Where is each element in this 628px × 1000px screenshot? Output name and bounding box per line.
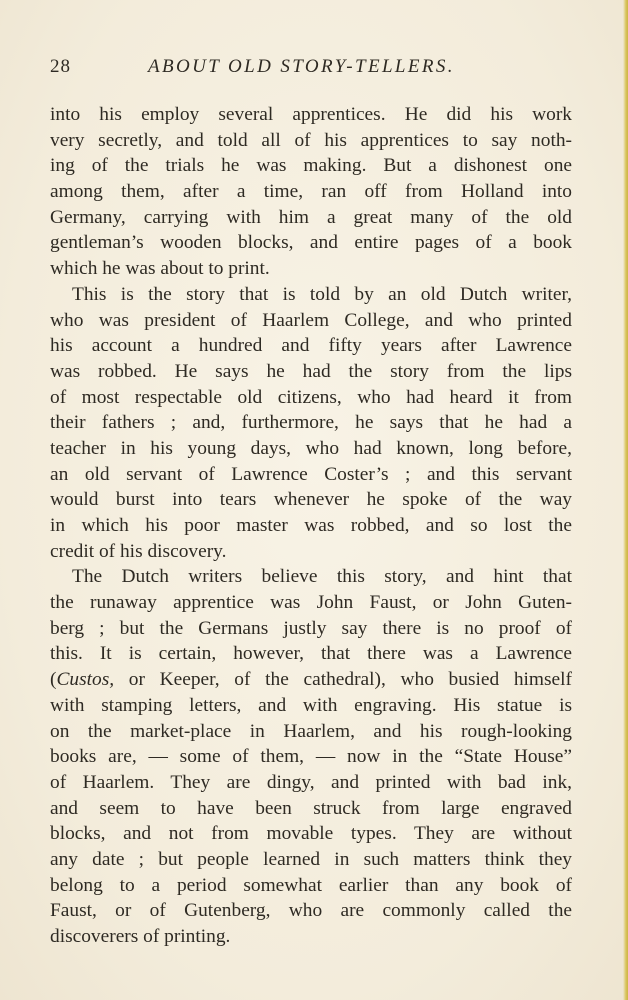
text-line: was robbed. He says he had the story from the lips [50, 360, 572, 382]
text-line: into his employ several apprentices. He did his work [50, 104, 572, 125]
text-line: on the market-place in Haarlem, and his rough-looking [50, 720, 572, 742]
text-line: any date ; but people learned in such matters think they [50, 848, 572, 870]
text-line: this. It is certain, however, that there was a Lawrence [50, 643, 572, 665]
text-line: discoverers of printing. [50, 926, 231, 947]
text-line: an old servant of Lawrence Coster’s ; and this servant [50, 463, 572, 485]
text-line: with stamping letters, and with engraving. His statue is [50, 694, 572, 716]
text-fragment: or Keeper, of the cathedral), who busied himself [114, 669, 572, 691]
page-header [50, 56, 575, 86]
text-line: teacher in his young days, who had known, long before, [50, 437, 572, 459]
text-line: The Dutch writers believe this story, and hint that [72, 566, 572, 588]
italic-word: Custos, [56, 669, 115, 691]
text-line: very secretly, and told all of his apprentices to say noth- [50, 129, 572, 151]
text-line: This is the story that is told by an old Dutch writer, [72, 283, 572, 305]
text-line: gentleman’s wooden blocks, and entire pages of a book [50, 232, 572, 254]
text-line-with-italic [50, 667, 572, 693]
text-line: which he was about to print. [50, 258, 270, 280]
text-line: in which his poor master was robbed, and so lost the [50, 515, 572, 536]
text-line: credit of his discovery. [50, 540, 227, 562]
body-text [50, 102, 572, 950]
page-number: 28 [50, 56, 71, 77]
text-line: and seem to have been struck from large engraved [50, 797, 572, 819]
text-line: ing of the trials he was making. But a dishonest one [50, 155, 572, 177]
text-line: of most respectable old citizens, who had heard it from [50, 386, 572, 408]
text-line: his account a hundred and fifty years after Lawrence [50, 335, 572, 357]
running-title: ABOUT OLD STORY-TELLERS. [148, 56, 455, 77]
text-line: books are, — some of them, — now in the “State House” [50, 746, 572, 768]
text-line: berg ; but the Germans justly say there is no proof of [50, 617, 572, 639]
text-line: among them, after a time, ran off from Holland into [50, 181, 572, 203]
text-line: Germany, carrying with him a great many of the old [50, 206, 572, 228]
text-line: who was president of Haarlem College, and who printed [50, 309, 572, 331]
text-line: blocks, and not from movable types. They are without [50, 823, 572, 845]
text-line: of Haarlem. They are dingy, and printed with bad ink, [50, 771, 572, 793]
text-line: Faust, or of Gutenberg, who are commonly called the [50, 900, 572, 922]
text-line: belong to a period somewhat earlier than any book of [50, 874, 572, 896]
text-line: the runaway apprentice was John Faust, or John Guten- [50, 592, 572, 614]
page-edge [623, 0, 628, 1000]
text-fragment: ( [50, 669, 57, 691]
text-line: their fathers ; and, furthermore, he says that he had a [50, 412, 572, 434]
text-line: would burst into tears whenever he spoke of the way [50, 489, 572, 511]
